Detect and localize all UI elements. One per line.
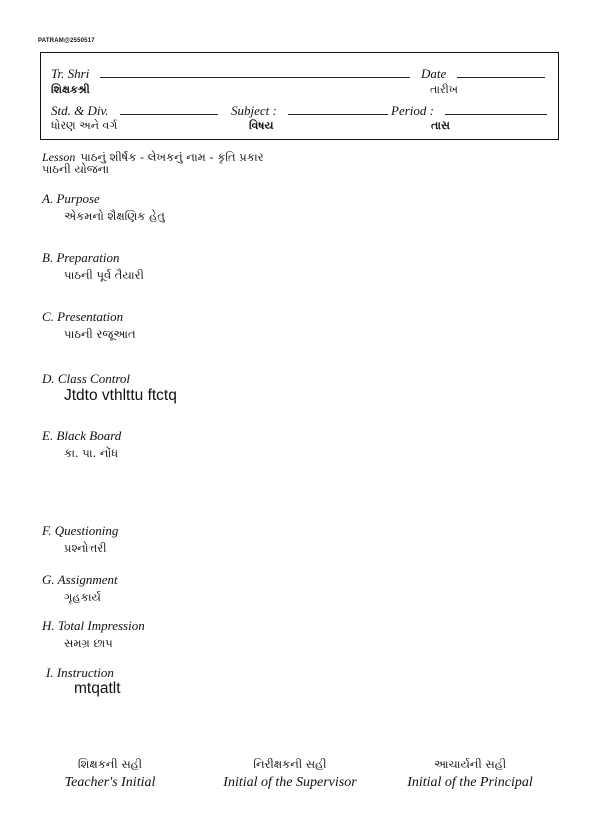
supervisor-signature-label: Initial of the Supervisor [223,775,357,790]
lesson-label: Lesson [42,150,76,164]
teacher-signature-gu: શિક્ષકની સહી [77,757,143,771]
teacher-signature-label: Teacher's Initial [64,775,156,790]
period-label: Period : [391,103,434,118]
tr-shri-label: Tr. Shri [51,66,90,81]
header-box [40,52,559,140]
tr-shri-gu: શિક્ષકશ્રી [51,83,90,96]
section-instruction-title: I. Instruction [46,665,114,680]
section-presentation-title: C. Presentation [42,309,124,324]
date-field[interactable] [457,67,545,78]
section-purpose-sub: એકમનો શૈક્ષણિક હેતુ [64,209,165,223]
principal-signature-label: Initial of the Principal [407,775,533,790]
subject-row [231,100,388,119]
lesson-plan-gu: પાઠની યોજના [42,162,110,176]
tr-shri-row [51,63,410,82]
date-label: Date [421,66,447,81]
std-div-label: Std. & Div. [51,103,109,118]
std-div-field[interactable] [120,104,218,115]
period-row [391,100,547,119]
section-preparation-sub: પાઠની પૂર્વ તૈયારી [64,268,144,282]
section-instruction-sub: mtqatlt [74,680,121,697]
section-black-board-sub: કા. પા. નોંધ [64,446,119,460]
tr-shri-field[interactable] [100,67,410,78]
subject-gu: વિષય [249,119,274,132]
section-class-control-sub: Jtdto vthlttu ftctq [64,387,177,404]
subject-field[interactable] [288,104,388,115]
section-black-board-title: E. Black Board [42,428,122,443]
section-questioning-sub: પ્રશ્નોત્તરી [64,541,107,555]
period-field[interactable] [445,104,547,115]
section-total-impression-sub: સમગ્ર છાપ [64,636,113,650]
date-row [421,63,545,82]
section-total-impression-title: H. Total Impression [42,618,145,633]
std-div-gu: ધોરણ અને વર્ગ [51,119,118,132]
date-gu: તારીખ [430,83,458,96]
principal-signature-gu: આચાર્યની સહી [433,757,507,771]
section-purpose-title: A. Purpose [42,191,100,206]
section-questioning-title: F. Questioning [42,523,119,538]
section-assignment-title: G. Assignment [42,572,118,587]
section-presentation-sub: પાઠની રજૂઆત [64,327,136,341]
std-div-row [51,100,218,119]
form-code: PATRAM@2550517 [38,38,95,44]
lesson-label-gu: પાઠનું શીર્ષક - લેખકનું નામ - કૃતિ પ્રકાર [80,150,264,164]
subject-label: Subject : [231,103,277,118]
supervisor-signature-gu: નિરીક્ષકની સહી [253,757,327,771]
section-class-control-title: D. Class Control [42,371,131,386]
period-gu: તાસ [431,119,450,132]
section-assignment-sub: ગૃહકાર્ય [64,590,101,604]
section-preparation-title: B. Preparation [42,250,120,265]
